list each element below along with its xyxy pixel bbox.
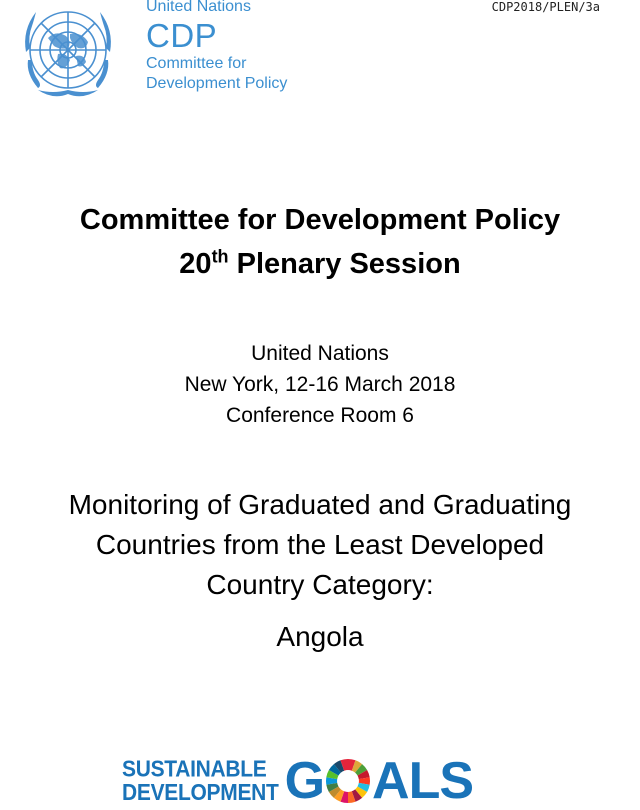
venue-info — [0, 338, 640, 431]
sdg-line1: SUSTAINABLE — [122, 756, 267, 783]
org-acronym: CDP — [146, 17, 218, 54]
org-branding — [146, 0, 287, 94]
document-symbol: CDP2018/PLEN/3a — [491, 0, 600, 14]
sdg-goals-g: G — [284, 752, 325, 810]
page-title — [0, 198, 640, 286]
un-emblem-icon — [8, 0, 128, 110]
sdg-logo — [122, 753, 473, 809]
sdg-wheel-icon — [325, 758, 371, 804]
org-full-name-line2: Development Policy — [146, 75, 288, 92]
topic-line1: Monitoring of Graduated and Graduating — [68, 489, 572, 520]
venue-dates: New York, 12-16 March 2018 — [184, 373, 456, 396]
topic-line2: Countries from the Least Developed — [95, 529, 545, 560]
venue-org: United Nations — [251, 342, 389, 365]
session-ordinal-suffix: th — [211, 246, 229, 267]
title-line1: Committee for Development Policy — [79, 204, 561, 236]
org-full-name-line1: Committee for — [146, 55, 247, 72]
title-line2 — [0, 242, 640, 286]
country-name: Angola — [276, 621, 364, 652]
session-number: 20 — [179, 248, 212, 280]
session-label: Plenary Session — [228, 248, 461, 280]
topic-line3: Country Category: — [206, 569, 434, 600]
sdg-wordmark — [122, 757, 279, 804]
sdg-goals-wordmark — [284, 752, 474, 810]
report-topic — [0, 485, 640, 605]
venue-room: Conference Room 6 — [226, 404, 414, 427]
sdg-line2: DEVELOPMENT — [122, 779, 279, 806]
org-name: United Nations — [146, 0, 251, 15]
sdg-goals-als: ALS — [372, 752, 474, 810]
